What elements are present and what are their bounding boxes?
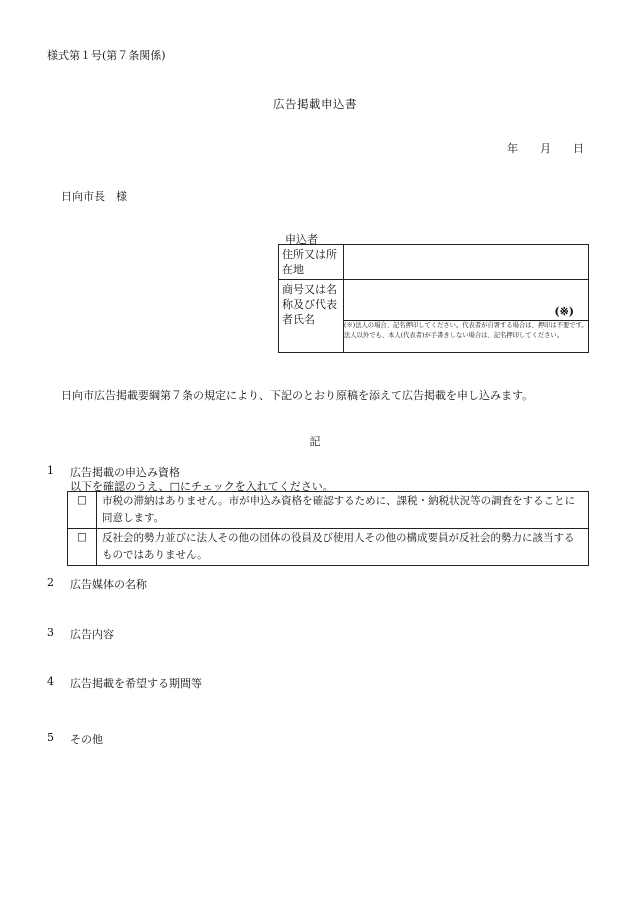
date-year: 年 bbox=[507, 142, 518, 155]
document-title: 広告掲載申込書 bbox=[273, 97, 357, 111]
name-label: 商号又は名称及び代表者氏名 bbox=[279, 280, 344, 353]
eligibility-checklist bbox=[67, 491, 589, 566]
address-label: 住所又は所在地 bbox=[279, 245, 344, 280]
section-2-number: 2 bbox=[47, 576, 54, 589]
applicant-label: 申込者 bbox=[285, 233, 318, 246]
checkbox-antisocial[interactable]: □ bbox=[68, 529, 97, 566]
check-text-tax: 市税の滞納はありません。市が申込み資格を確認するために、課税・納税状況等の調査をすることに同意します。 bbox=[97, 492, 589, 529]
seal-note: (※)法人の場合、記名押印してください。代表者が自署する場合は、押印は不要です。法人以外でも、本人(代表者)が手書きしない場合は、記名押印してください。 bbox=[344, 321, 589, 353]
check-instruction: 以下を確認のうえ、□にチェックを入れてください。 bbox=[70, 480, 334, 493]
section-5-title: その他 bbox=[70, 733, 103, 746]
section-1-title: 広告掲載の申込み資格 bbox=[70, 466, 180, 479]
date-line bbox=[485, 140, 584, 156]
section-3-number: 3 bbox=[47, 626, 54, 639]
form-number: 様式第１号(第７条関係) bbox=[47, 49, 166, 62]
name-field[interactable] bbox=[344, 280, 589, 321]
addressee: 日向市長 様 bbox=[61, 190, 127, 203]
applicant-table bbox=[278, 244, 589, 353]
date-day: 日 bbox=[573, 142, 584, 155]
checkbox-tax[interactable]: □ bbox=[68, 492, 97, 529]
date-month: 月 bbox=[540, 142, 551, 155]
declaration-text: 日向市広告掲載要綱第７条の規定により、下記のとおり原稿を添えて広告掲載を申し込みます。 bbox=[61, 389, 534, 402]
section-5-number: 5 bbox=[47, 731, 54, 744]
check-text-antisocial: 反社会的勢力並びに法人その他の団体の役員及び使用人その他の構成要員が反社会的勢力に該当するものではありません。 bbox=[97, 529, 589, 566]
address-field[interactable] bbox=[344, 245, 589, 280]
section-2-title: 広告媒体の名称 bbox=[70, 578, 147, 591]
section-1-number: 1 bbox=[47, 464, 54, 477]
seal-mark: (※) bbox=[554, 305, 574, 318]
checklist-row bbox=[68, 529, 589, 566]
section-4-title: 広告掲載を希望する期間等 bbox=[70, 677, 202, 690]
ki-heading: 記 bbox=[309, 435, 321, 448]
section-4-number: 4 bbox=[47, 675, 54, 688]
checklist-row bbox=[68, 492, 589, 529]
section-3-title: 広告内容 bbox=[70, 628, 114, 641]
